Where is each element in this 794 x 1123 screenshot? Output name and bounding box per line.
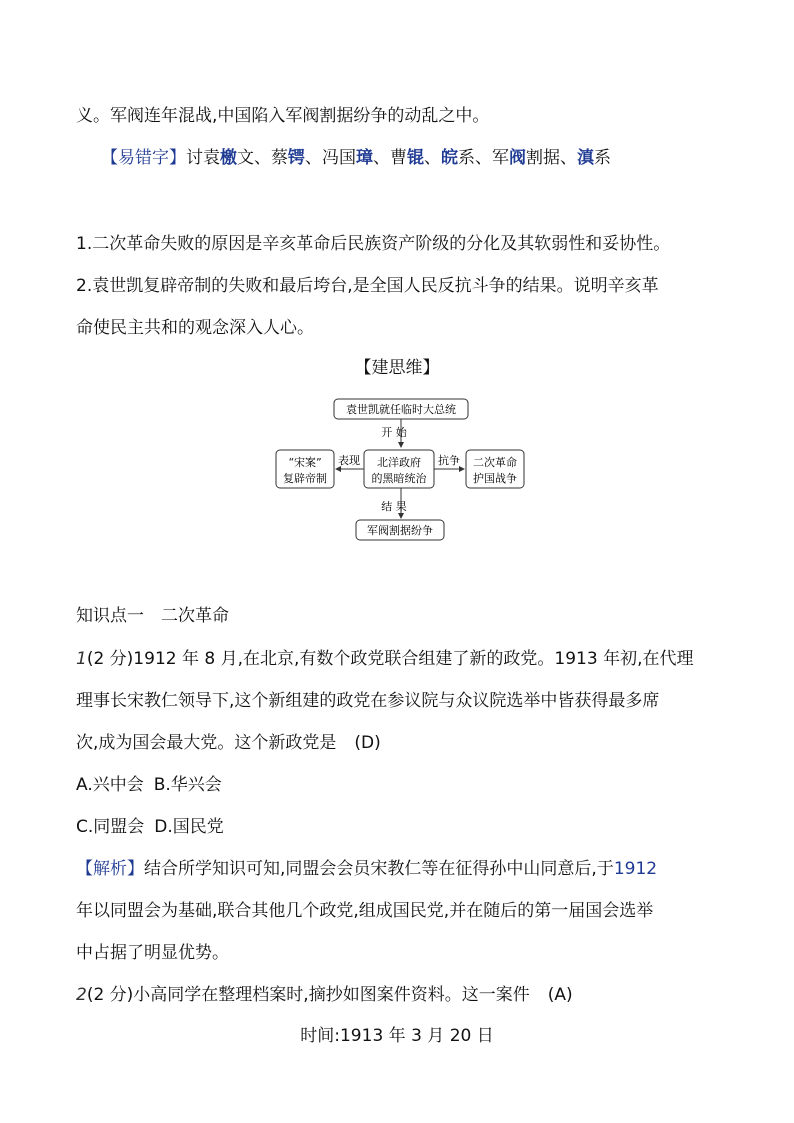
- section-title: 知识点一 二次革命: [76, 606, 229, 626]
- typo-text: 、曹: [373, 148, 407, 168]
- q1-line-3: [76, 731, 381, 755]
- center-box-line-2: 的黑暗统治: [371, 472, 427, 485]
- point-1: 1.二次革命失败的原因是辛亥革命后民族资产阶级的分化及其软弱性和妥协性。: [76, 234, 671, 254]
- analysis-year: 1912: [613, 859, 658, 879]
- left-box-line-2: 复辟帝制: [283, 472, 327, 485]
- q2-answer: (A): [547, 985, 573, 1005]
- center-box-line-1: 北洋政府: [377, 456, 421, 469]
- typo-highlight-char: 璋: [356, 148, 373, 168]
- analysis-line-2: 年以同盟会为基础,联合其他几个政党,组成国民党,并在随后的第一届国会选举: [76, 901, 654, 921]
- result-label: 结 果: [381, 500, 407, 513]
- typo-line: [101, 146, 611, 170]
- typo-highlight-char: 檄: [220, 148, 237, 168]
- q1-text-3: 次,成为国会最大党。这个新政党是: [76, 733, 337, 753]
- q1-option-d: D.国民党: [154, 817, 224, 837]
- typo-text: 文、蔡: [237, 148, 288, 168]
- q2-text-1: (2 分)小高同学在整理档案时,摘抄如图案件资料。这一案件: [86, 985, 530, 1005]
- typo-text: 割据、: [526, 148, 577, 168]
- typo-text: 、: [424, 148, 441, 168]
- typo-highlight-char: 皖: [441, 148, 458, 168]
- q2-line-1: [76, 983, 573, 1007]
- left-label: 表现: [338, 454, 360, 467]
- left-box-line-1: “宋案”: [288, 456, 322, 469]
- q1-answer: (D): [354, 733, 381, 753]
- analysis-line-3: 中占据了明显优势。: [76, 943, 229, 963]
- right-box-line-1: 二次革命: [473, 456, 517, 469]
- q1-option-b: B.华兴会: [153, 775, 222, 795]
- typo-text: 系: [594, 148, 611, 168]
- typo-highlight-char: 阀: [509, 148, 526, 168]
- point-2-line-2: 命使民主共和的观念深入人心。: [76, 318, 314, 338]
- typo-segments: [186, 148, 611, 168]
- typo-text: 、冯国: [305, 148, 356, 168]
- q1-line-2: 理事长宋教仁领导下,这个新组建的政党在参议院与众议院选举中皆获得最多席: [76, 691, 660, 711]
- q2-time-line: 时间:1913 年 3 月 20 日: [300, 1026, 494, 1046]
- typo-label: 【易错字】: [101, 148, 186, 168]
- top-box-text: 袁世凯就任临时大总统: [346, 403, 456, 416]
- typo-highlight-char: 锟: [407, 148, 424, 168]
- q1-number: 1: [76, 649, 87, 669]
- mindmap-diagram: [270, 396, 530, 544]
- start-label: 开 始: [381, 426, 407, 439]
- right-label: 抗争: [438, 454, 460, 467]
- q1-options-cd: [76, 815, 224, 839]
- intro-line: 义。军阀连年混战,中国陷入军阀割据纷争的动乱之中。: [76, 106, 490, 126]
- right-box-line-2: 护国战争: [473, 472, 517, 485]
- bottom-box-text: 军阀割据纷争: [367, 524, 433, 537]
- point-2-line-1: 2.袁世凯复辟帝制的失败和最后垮台,是全国人民反抗斗争的结果。说明辛亥革: [76, 276, 659, 296]
- mindmap-heading: 【建思维】: [354, 358, 440, 378]
- typo-highlight-char: 锷: [288, 148, 305, 168]
- q1-text-1: (2 分)1912 年 8 月,在北京,有数个政党联合组建了新的政党。1913 年初,在代理: [86, 649, 694, 669]
- analysis-label: 【解析】: [76, 859, 144, 879]
- analysis-text-1: 结合所学知识可知,同盟会会员宋教仁等在征得孙中山同意后,于: [144, 859, 614, 879]
- analysis-line-1: [76, 857, 657, 881]
- q1-option-c: C.同盟会: [76, 817, 145, 837]
- typo-highlight-char: 滇: [577, 148, 594, 168]
- q1-option-a: A.兴中会: [76, 775, 144, 795]
- typo-text: 系、军: [458, 148, 509, 168]
- typo-text: 讨袁: [186, 148, 220, 168]
- q2-number: 2: [76, 985, 87, 1005]
- q1-options-ab: [76, 773, 222, 797]
- q1-line-1: [76, 647, 693, 671]
